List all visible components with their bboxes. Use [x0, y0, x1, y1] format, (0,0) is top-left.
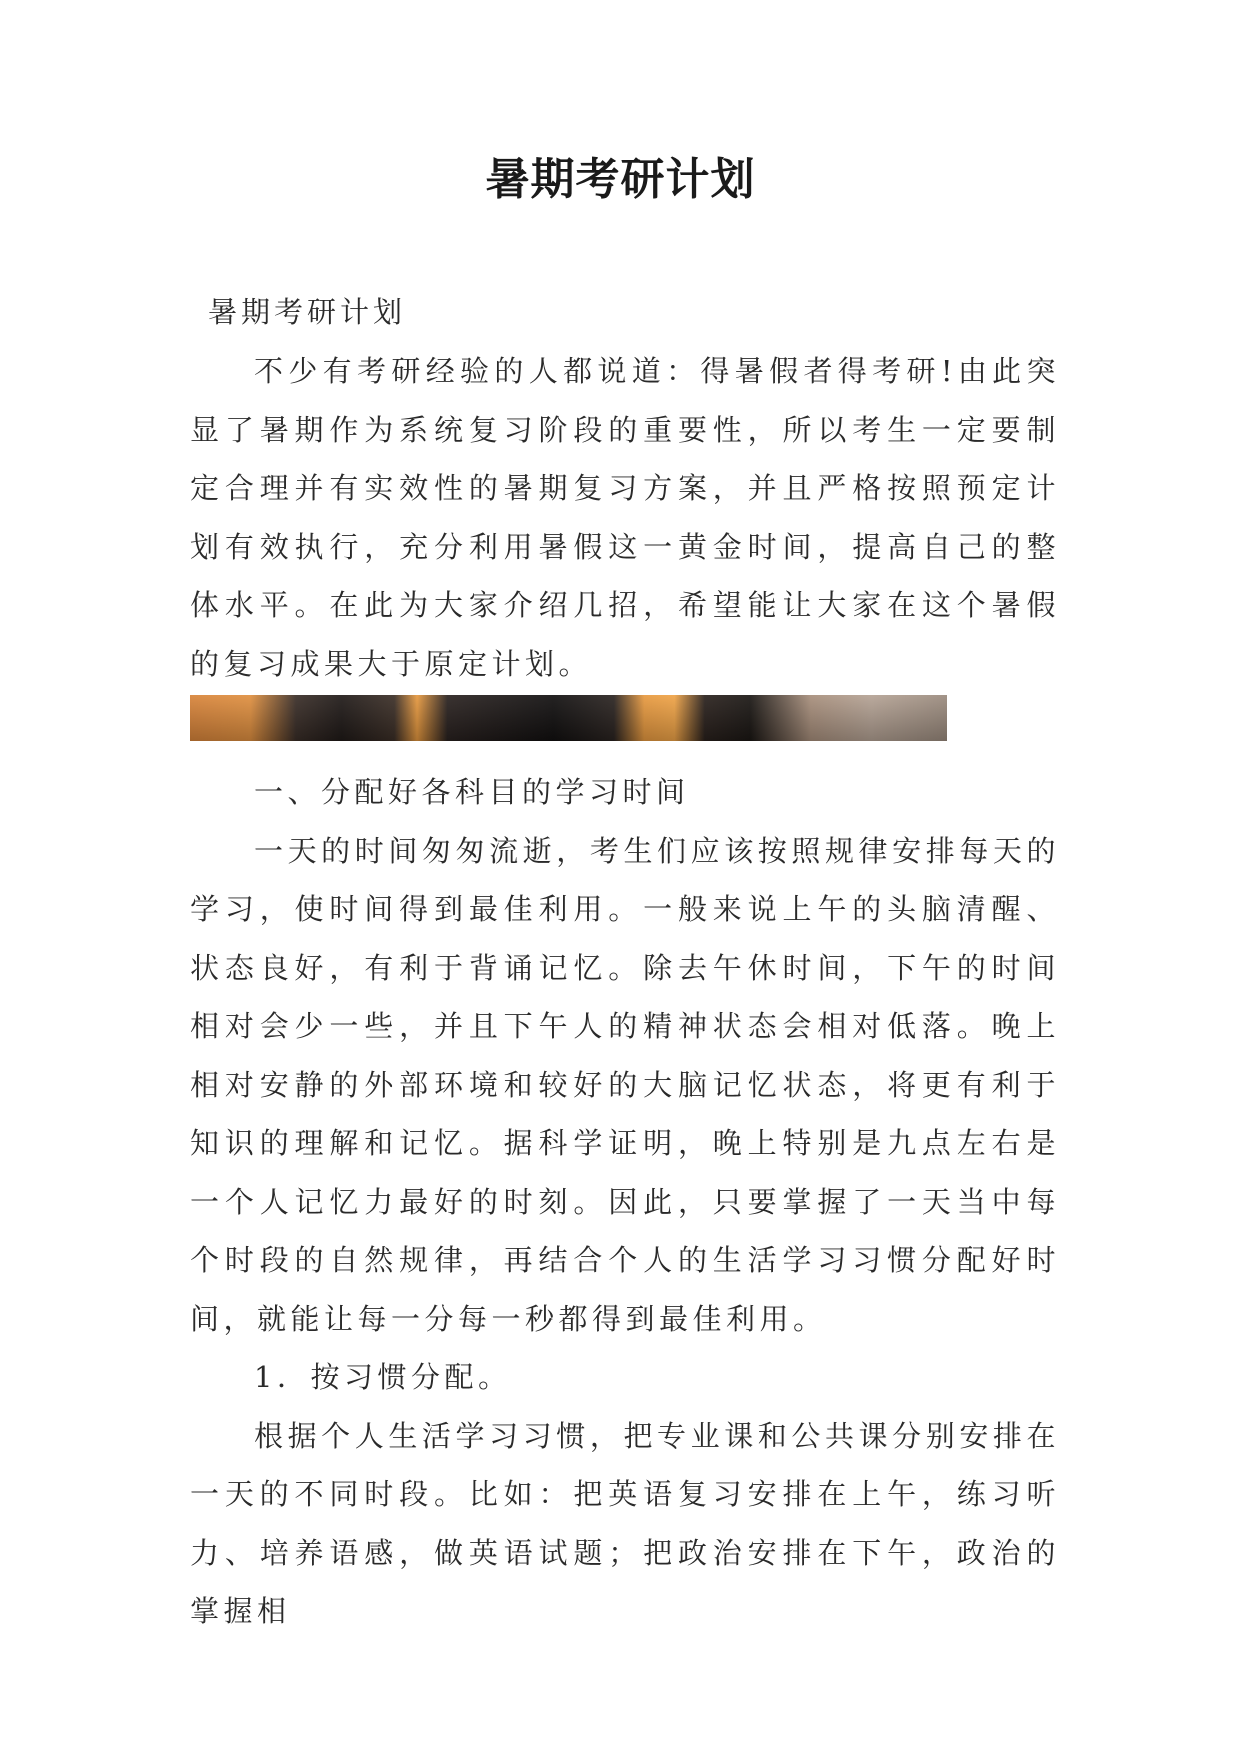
section-paragraph: 一天的时间匆匆流逝，考生们应该按照规律安排每天的学习，使时间得到最佳利用。一般来说上午的头脑清醒、状态良好，有利于背诵记忆。除去午休时间，下午的时间相对会少一些，并且下午人的精神状态会相对低落。晚上相对安静的外部环境和较好的大脑记忆状态，将更有利于知识的理解和记忆。据科学证明，晚上特别是九点左右是一个人记忆力最好的时刻。因此，只要掌握了一天当中每个时段的自然规律，再结合个人的生活学习习惯分配好时间，就能让每一分每一秒都得到最佳利用。 [190, 833, 1060, 1336]
document-title: 暑期考研计划 [485, 154, 756, 205]
cropped-photo [190, 695, 947, 741]
document-body [190, 292, 1060, 1641]
section-heading: 一、分配好各科目的学习时间 [254, 775, 690, 809]
item-heading: 1．按习惯分配。 [254, 1360, 512, 1394]
document-subtitle: 暑期考研计划 [208, 295, 407, 329]
item-paragraph: 根据个人生活学习习惯，把专业课和公共课分别安排在一天的不同时段。比如：把英语复习安排在上午，练习听力、培养语感，做英语试题；把政治安排在下午，政治的掌握相 [190, 1418, 1060, 1628]
intro-paragraph: 不少有考研经验的人都说道：得暑假者得考研!由此突显了暑期作为系统复习阶段的重要性，所以考生一定要制定合理并有实效性的暑期复习方案，并且严格按照预定计划有效执行，充分利用暑假这一黄金时间，提高自己的整体水平。在此为大家介绍几招，希望能让大家在这个暑假的复习成果大于原定计划。 [190, 354, 1060, 681]
